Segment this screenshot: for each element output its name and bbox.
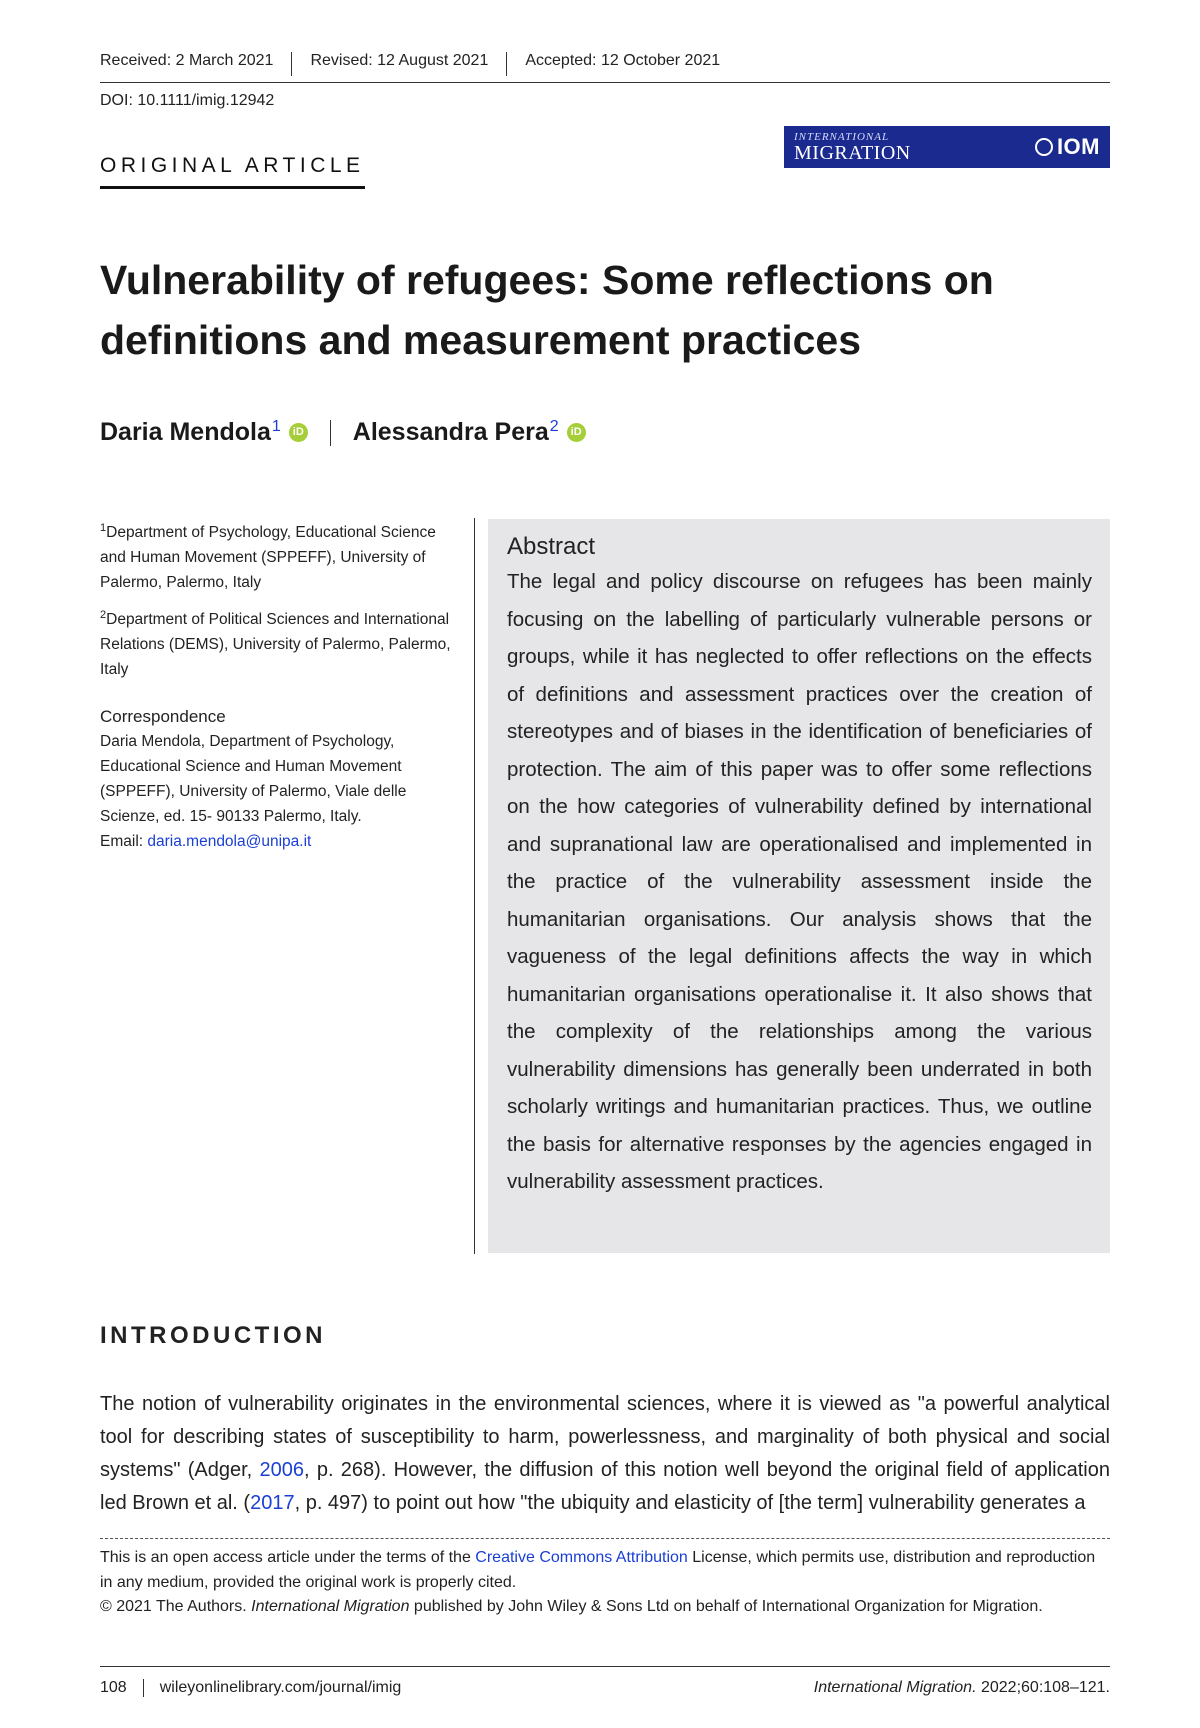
citation-link[interactable]: 2017 (250, 1492, 295, 1514)
revised-date: Revised: 12 August 2021 (292, 52, 507, 76)
orcid-icon[interactable]: iD (567, 423, 586, 442)
received-date: Received: 2 March 2021 (100, 52, 292, 76)
introduction-heading: INTRODUCTION (100, 1322, 326, 1349)
license-text: This is an open access article under the terms of the Creative Commons Attribution License, which permits use, distribution and reproduction in any medium, provided the original work is properly cited. (100, 1549, 1096, 1591)
article-title: Vulnerability of refugees: Some reflections on definitions and measurement practices (100, 257, 994, 363)
affiliation: $^1$Department of Psychology, Educational Science and Human Movement (SPPEFF), University of Palermo, Palermo, Italy (100, 522, 436, 592)
page-number: 108 (100, 1679, 144, 1697)
accepted-date: Accepted: 12 October 2021 (525, 52, 721, 69)
journal-url[interactable]: wileyonlinelibrary.com/journal/imig (159, 1679, 402, 1696)
journal-logo-small: INTERNATIONAL (794, 130, 890, 143)
page-footer (100, 1666, 1110, 1697)
correspondence-heading: Correspondence (100, 707, 226, 727)
journal-citation: International Migration. 2022;60:108–121. (813, 1679, 1110, 1696)
abstract-text: The legal and policy discourse on refugees has been mainly focusing on the labelling of particularly vulnerable persons or groups, while it has neglected to offer reflections on the effects of definitions and assessment practices over the creation of stereotypes and of biases in the identification of beneficiaries of protection. The aim of this paper was to offer some reflections on the how categories of vulnerability defined by international and supranational law are operationalised and implemented in the practice of the vulnerability assessment inside the humanitarian organisations. Our analysis shows that the vagueness of the legal definitions affects the way in which humanitarian organisations operationalise it. It also shows that the complexity of the relationships among the various vulnerability dimensions has generally been underrated in both scholarly writings and humanitarian practices. Thus, we outline the basis for alternative responses by the agencies engaged in vulnerability assessment practices. (507, 570, 1092, 1193)
affiliations (100, 516, 460, 862)
author-name[interactable]: Alessandra Pera (352, 418, 549, 446)
author-list (100, 418, 586, 447)
introduction-paragraph: The notion of vulnerability originates in the environmental sciences, where it is viewed as "a powerful analytical tool for describing states of susceptibility to harm, powerlessness, and marginality of both physical and social systems" (Adger, 2006, p. 268). However, the diffusion of this notion well beyond the original field of application led Brown et al. (2017, p. 497) to point out how "the ubiquity and elasticity of [the term] vulnerability generates a (100, 1393, 1110, 1514)
section-label: ORIGINAL ARTICLE (100, 154, 365, 189)
orcid-icon[interactable]: iD (289, 423, 308, 442)
affiliation: $^2$Department of Political Sciences and International Relations (DEMS), University of Palermo, Palermo, Italy (100, 609, 451, 679)
citation-link[interactable]: 2006 (259, 1459, 304, 1481)
dates-bar (100, 52, 1110, 83)
license-notice (100, 1546, 1110, 1620)
journal-logo-big: MIGRATION (794, 141, 911, 164)
iom-logo-text: IOM (1056, 134, 1100, 159)
column-divider (474, 518, 475, 1254)
correspondence-text: Daria Mendola, Department of Psychology, Educational Science and Human Movement (SPPEFF), University of Palermo, Viale delle Scienze, ed. 15- 90133 Palermo, Italy. Email: daria.mendola@unipa.it (100, 733, 407, 851)
doi: DOI: 10.1111/imig.12942 (100, 92, 275, 109)
cc-license-link[interactable]: Creative Commons Attribution (475, 1549, 688, 1566)
abstract-heading: Abstract (507, 533, 596, 560)
footnote-divider (100, 1538, 1110, 1539)
abstract-box (488, 519, 1110, 1253)
author-name[interactable]: Daria Mendola (100, 418, 271, 446)
author-affil-sup[interactable]: 1 (271, 417, 281, 435)
email-link[interactable]: daria.mendola@unipa.it (147, 833, 312, 851)
copyright-text: © 2021 The Authors. International Migration published by John Wiley & Sons Ltd on behalf of International Organization for Migration. (100, 1598, 1043, 1615)
author-affil-sup[interactable]: 2 (549, 417, 559, 435)
journal-logo (784, 126, 1110, 168)
author-separator (330, 420, 331, 446)
un-emblem-icon (1035, 138, 1053, 156)
